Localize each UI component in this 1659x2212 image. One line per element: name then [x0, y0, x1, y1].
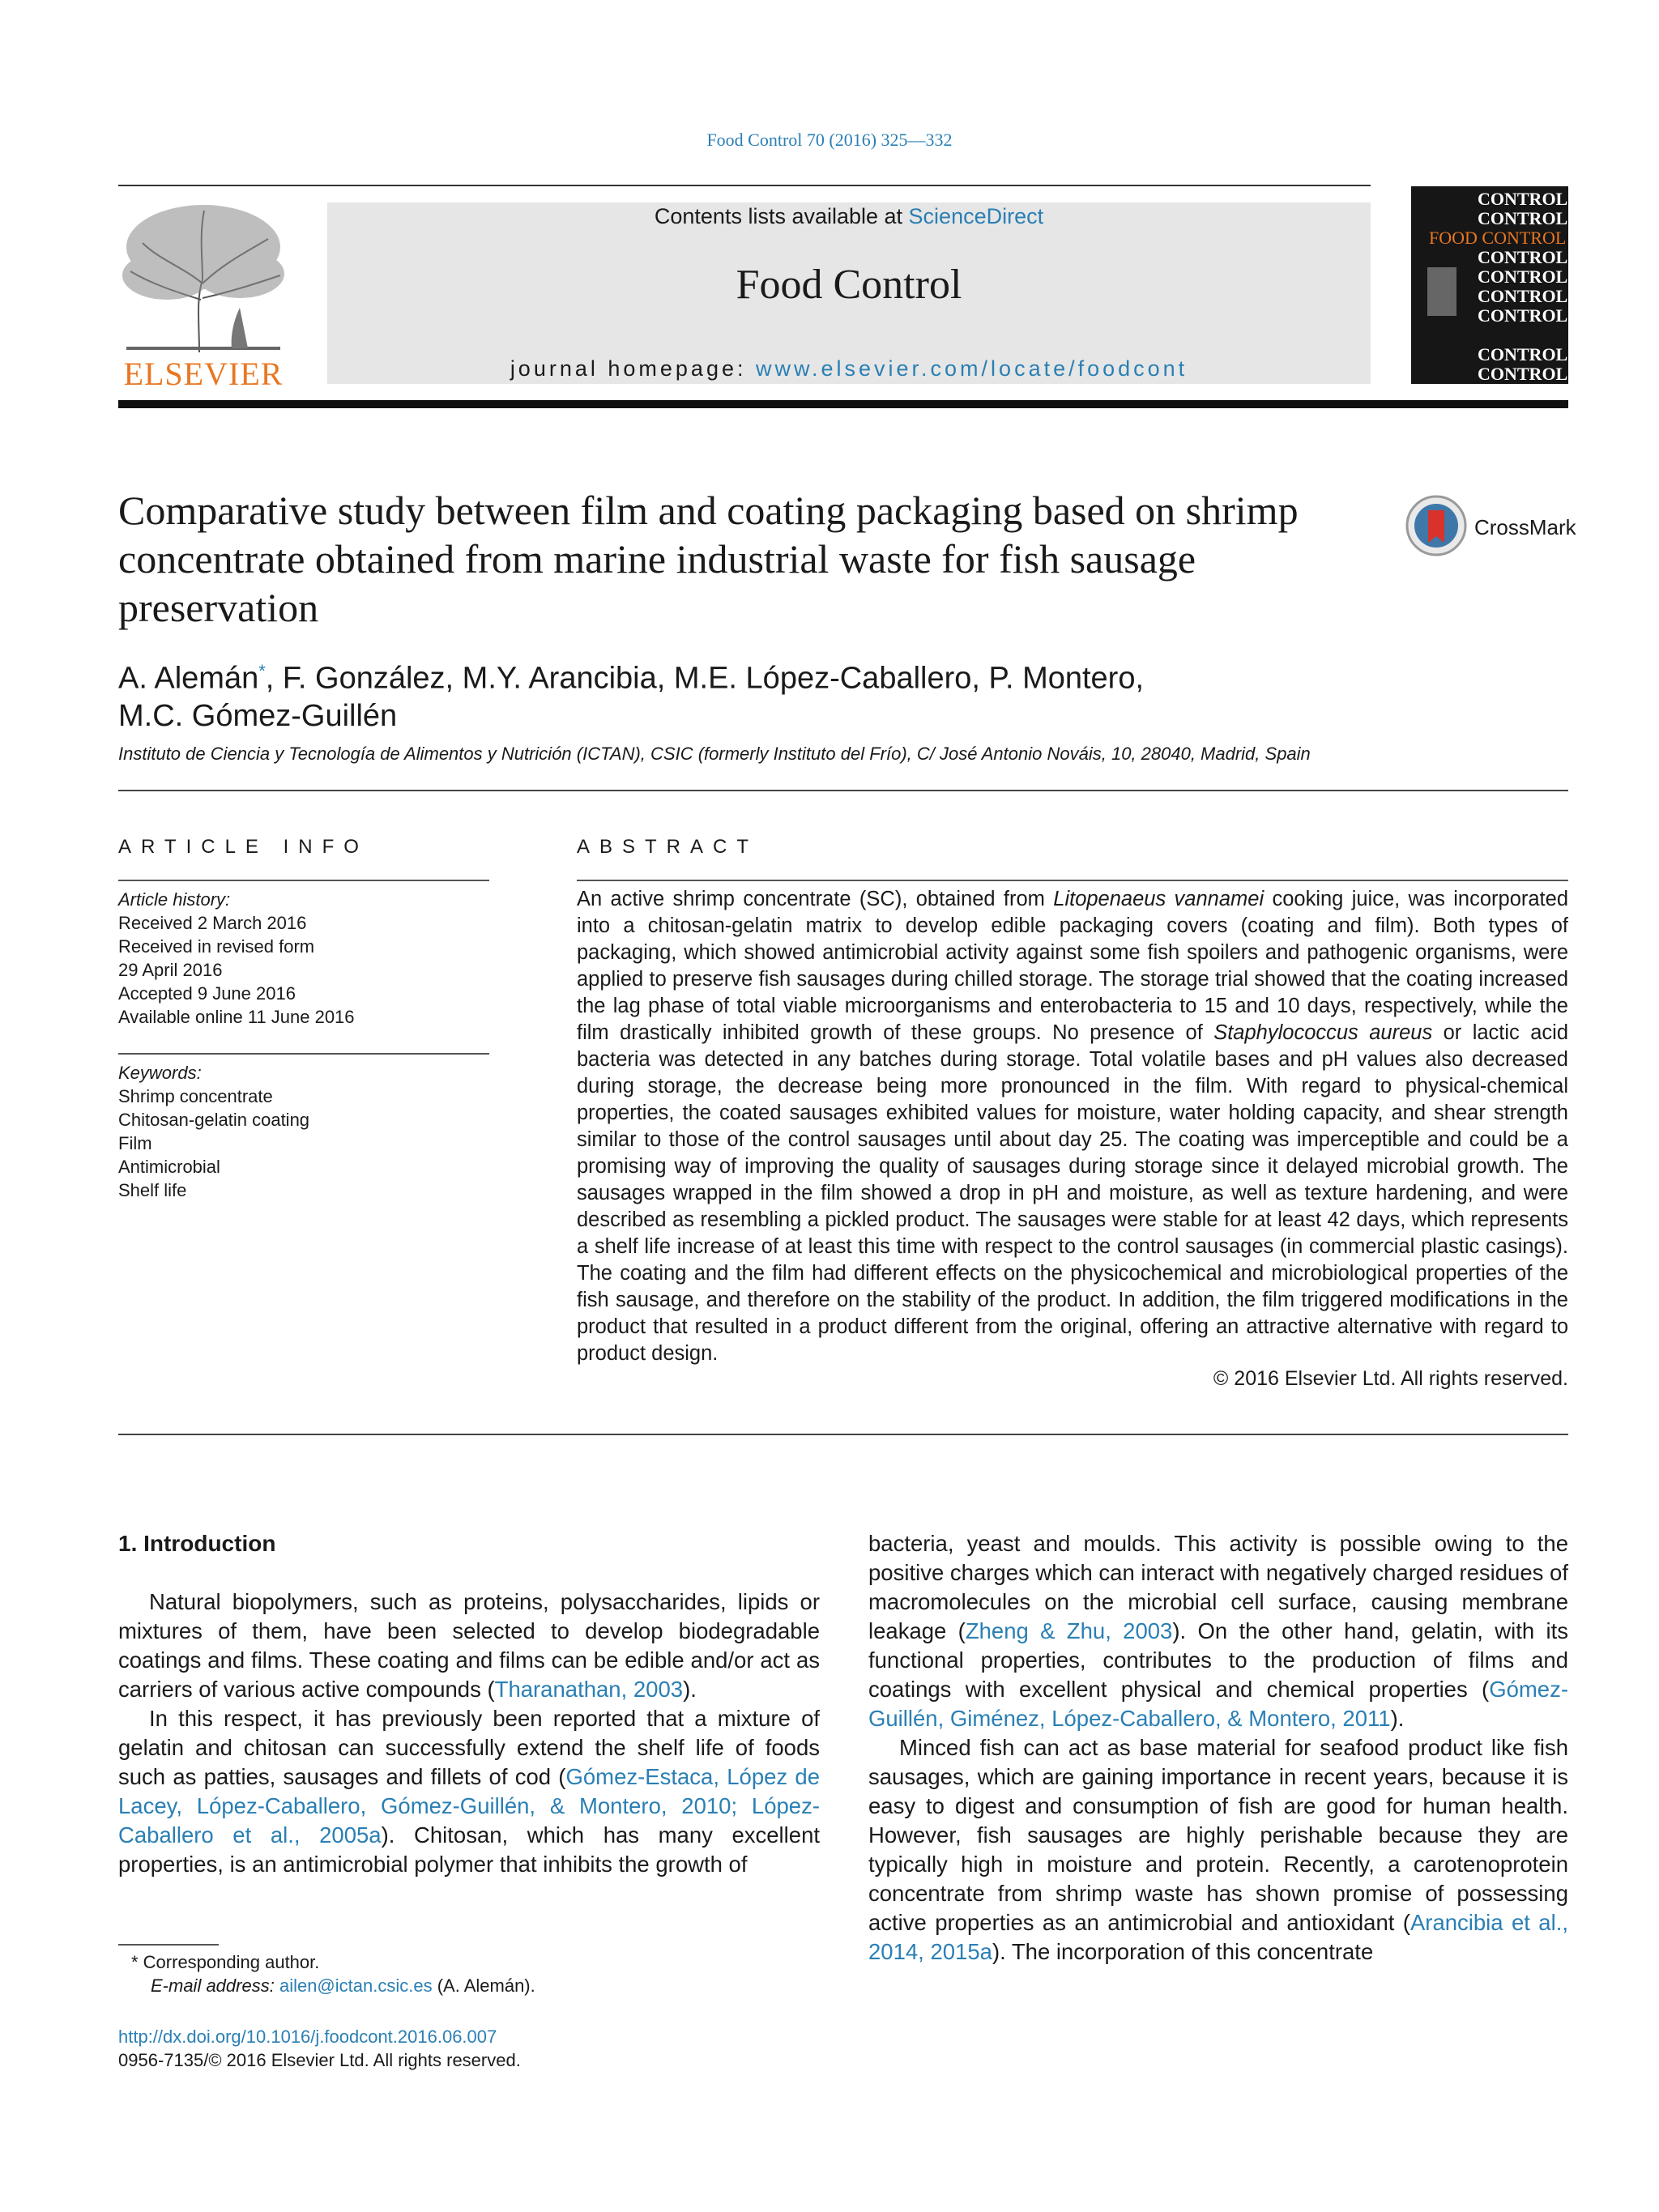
keyword-item: Film — [118, 1133, 152, 1153]
abstract-part: or lactic acid bacteria was detected in any batches during storage. Total volatile bases and pH values also decreased during storage, the decrease being more pronounced in the film. With regard to physical-chemical properties, the coated sausages exhibited values for moisture, water holding capacity, and shear strength similar to those of the control sausages until about day 25. The coating was imperceptible and could be a promising way of improving the quality of sausages during storage since it delayed microbial growth. The sausages wrapped in the film showed a drop in pH and moisture, as well as texture hardening, and were described as resembling a pickled product. The sausages were stable for at least 42 days, which represents a shelf life increase of at least this time with respect to the control sausages (in commercial plastic casings). The coating and the film had different effects on the physicochemical and microbiological properties of the fish sausage, and therefore on the stability of the product. In addition, the film triggered modifications in the product that resulted in a product different from the original, offering an attractive alternative with regard to product design. — [577, 1021, 1569, 1365]
text: bacteria, yeast and moulds. This activity is possible owing to the positive charges which can interact with negatively charged residues of macromolecules on the microbial cell surface, causing membrane leakage ( — [868, 1531, 1568, 1643]
author-list — [118, 653, 1382, 735]
email-owner: (A. Alemán). — [432, 1975, 535, 1996]
citation-link[interactable]: Gómez-Guillén, Giménez, López-Caballero, & Montero, 2011 — [868, 1677, 1568, 1731]
cover-line: FOOD CONTROL — [1429, 228, 1567, 248]
keywords — [118, 1061, 489, 1202]
sciencedirect-link[interactable]: ScienceDirect — [908, 204, 1044, 228]
journal-reference-link[interactable]: Food Control 70 (2016) 325—332 — [706, 130, 953, 150]
history-item: Accepted 9 June 2016 — [118, 983, 296, 1004]
homepage-prefix: journal homepage: — [510, 356, 756, 381]
crossmark-icon[interactable] — [1405, 494, 1468, 557]
header-thick-rule — [118, 400, 1568, 408]
cover-line: CONTROL — [1478, 364, 1568, 384]
body-column-left — [118, 1588, 820, 1879]
doi-block — [118, 2025, 820, 2072]
divider — [118, 1053, 489, 1055]
paragraph — [868, 1529, 1568, 1733]
footnote-rule — [118, 1944, 219, 1946]
top-rule — [118, 185, 1371, 186]
authors-rest: , F. González, M.Y. Arancibia, M.E. López-Caballero, P. Montero, — [265, 661, 1145, 696]
text: ). The incorporation of this concentrate — [992, 1939, 1374, 1964]
cover-line: CONTROL — [1478, 305, 1568, 326]
footnote — [118, 1950, 820, 1997]
abstract-text — [577, 886, 1568, 1367]
section-heading-introduction: 1. Introduction — [118, 1531, 276, 1556]
abstract-copyright: © 2016 Elsevier Ltd. All rights reserved. — [1213, 1367, 1568, 1390]
article-history — [118, 888, 489, 1029]
elsevier-wordmark: ELSEVIER — [123, 356, 284, 392]
email-link[interactable]: ailen@ictan.csic.es — [279, 1975, 433, 1996]
history-item: Received in revised form — [118, 936, 315, 957]
keywords-label: Keywords: — [118, 1063, 202, 1083]
citation-link[interactable]: Arancibia et al., 2014, 2015a — [868, 1910, 1568, 1964]
cover-line: CONTROL — [1478, 189, 1568, 209]
species-name: Litopenaeus vannamei — [1053, 888, 1265, 910]
cover-line: CONTROL — [1478, 266, 1568, 287]
article-title: Comparative study between film and coating packaging based on shrimp concentrate obtained from marine industrial waste for fish sausage preservation — [118, 488, 1299, 630]
history-label: Article history: — [118, 889, 231, 910]
email-label: E-mail address: — [151, 1975, 279, 1996]
corresponding-author-note: * Corresponding author. — [131, 1952, 320, 1972]
text: ). Chitosan, which has many excellent properties, is an antimicrobial polymer that inhibits the growth of — [118, 1822, 821, 1877]
divider — [118, 880, 489, 881]
history-item: 29 April 2016 — [118, 960, 223, 980]
text: ). — [683, 1677, 697, 1702]
text: ). — [1390, 1706, 1405, 1731]
crossmark-label[interactable]: CrossMark — [1474, 515, 1576, 539]
citation-link[interactable]: Tharanathan, 2003 — [494, 1677, 684, 1702]
paragraph — [118, 1588, 820, 1704]
affiliation: Instituto de Ciencia y Tecnología de Alimentos y Nutrición (ICTAN), CSIC (formerly Instituto del Frío), C/ José Antonio Nováis, 10, 28040, Madrid, Spain — [118, 744, 1311, 764]
corresponding-author-marker[interactable]: * — [258, 661, 266, 681]
citation-link[interactable]: Gómez-Estaca, López de Lacey, López-Caballero, Gómez-Guillén, & Montero, 2010; López-Caballero et al., 2005a — [118, 1764, 821, 1848]
paragraph — [118, 1704, 820, 1879]
text: Minced fish can act as base material for seafood product like fish sausages, which are gaining importance in recent years, because it is easy to digest and consumption of fish are good for human health. However, fish sausages are highly perishable because they are typically high in moisture and protein. Recently, a carotenoprotein concentrate from shrimp waste has shown promise of possessing active properties as an antimicrobial and antioxidant ( — [868, 1735, 1568, 1935]
email-line — [118, 1974, 820, 1997]
cover-line: CONTROL — [1478, 247, 1568, 267]
divider — [577, 880, 1568, 881]
keyword-item: Shrimp concentrate — [118, 1086, 273, 1106]
keyword-item: Antimicrobial — [118, 1157, 220, 1177]
body-column-right — [868, 1529, 1568, 1967]
cover-image — [1427, 267, 1456, 316]
issn-line: 0956-7135/© 2016 Elsevier Ltd. All rights reserved. — [118, 2050, 521, 2070]
history-item: Available online 11 June 2016 — [118, 1007, 355, 1027]
abstract-heading: ABSTRACT — [577, 836, 759, 858]
article-info-heading: ARTICLE INFO — [118, 836, 369, 858]
citation-link[interactable]: Zheng & Zhu, 2003 — [965, 1618, 1173, 1643]
abstract-part: An active shrimp concentrate (SC), obtained from — [577, 888, 1054, 910]
divider — [118, 1434, 1568, 1435]
authors-line2: M.C. Gómez-Guillén — [118, 698, 398, 733]
abstract-part: cooking juice, was incorporated into a chitosan-gelatin matrix to develop edible packaging covers (coating and film). Both types of packaging, which showed antimicrobial activity against some fish spoilers and pathogenic organisms, were applied to preserve fish sausages during chilled storage. The storage trial showed that the coating increased the lag phase of total viable microorganisms and enterobacteria to 15 and 10 days, respectively, while the film drastically inhibited growth of these groups. No presence of — [577, 888, 1568, 1044]
homepage-link[interactable]: www.elsevier.com/locate/foodcont — [755, 356, 1188, 381]
doi-link[interactable]: http://dx.doi.org/10.1016/j.foodcont.2016.06.007 — [118, 2027, 497, 2047]
species-name: Staphylococcus aureus — [1213, 1021, 1433, 1044]
author-first: A. Alemán — [118, 661, 259, 696]
cover-line: CONTROL — [1478, 208, 1568, 228]
text: ). On the other hand, gelatin, with its functional properties, contributes to the production of films and coatings with excellent physical and chemical properties ( — [868, 1618, 1568, 1702]
journal-cover-thumbnail[interactable] — [1411, 186, 1568, 384]
text: Natural biopolymers, such as proteins, polysaccharides, lipids or mixtures of them, have been selected to develop biodegradable coatings and films. These coating and films can be edible and/or act as carriers of various active compounds ( — [118, 1589, 820, 1702]
journal-name: Food Control — [736, 262, 962, 308]
keyword-item: Chitosan-gelatin coating — [118, 1110, 310, 1130]
contents-prefix: Contents lists available at — [654, 204, 909, 228]
keyword-item: Shelf life — [118, 1180, 187, 1200]
history-item: Received 2 March 2016 — [118, 913, 307, 933]
contents-line — [327, 204, 1371, 229]
divider — [118, 790, 1568, 791]
cover-line: CONTROL — [1478, 286, 1568, 306]
homepage-line — [327, 356, 1371, 381]
paragraph — [868, 1733, 1568, 1967]
cover-line: CONTROL — [1478, 344, 1568, 364]
text: In this respect, it has previously been reported that a mixture of gelatin and chitosan can successfully extend the shelf life of foods such as patties, sausages and fillets of cod ( — [118, 1706, 820, 1789]
